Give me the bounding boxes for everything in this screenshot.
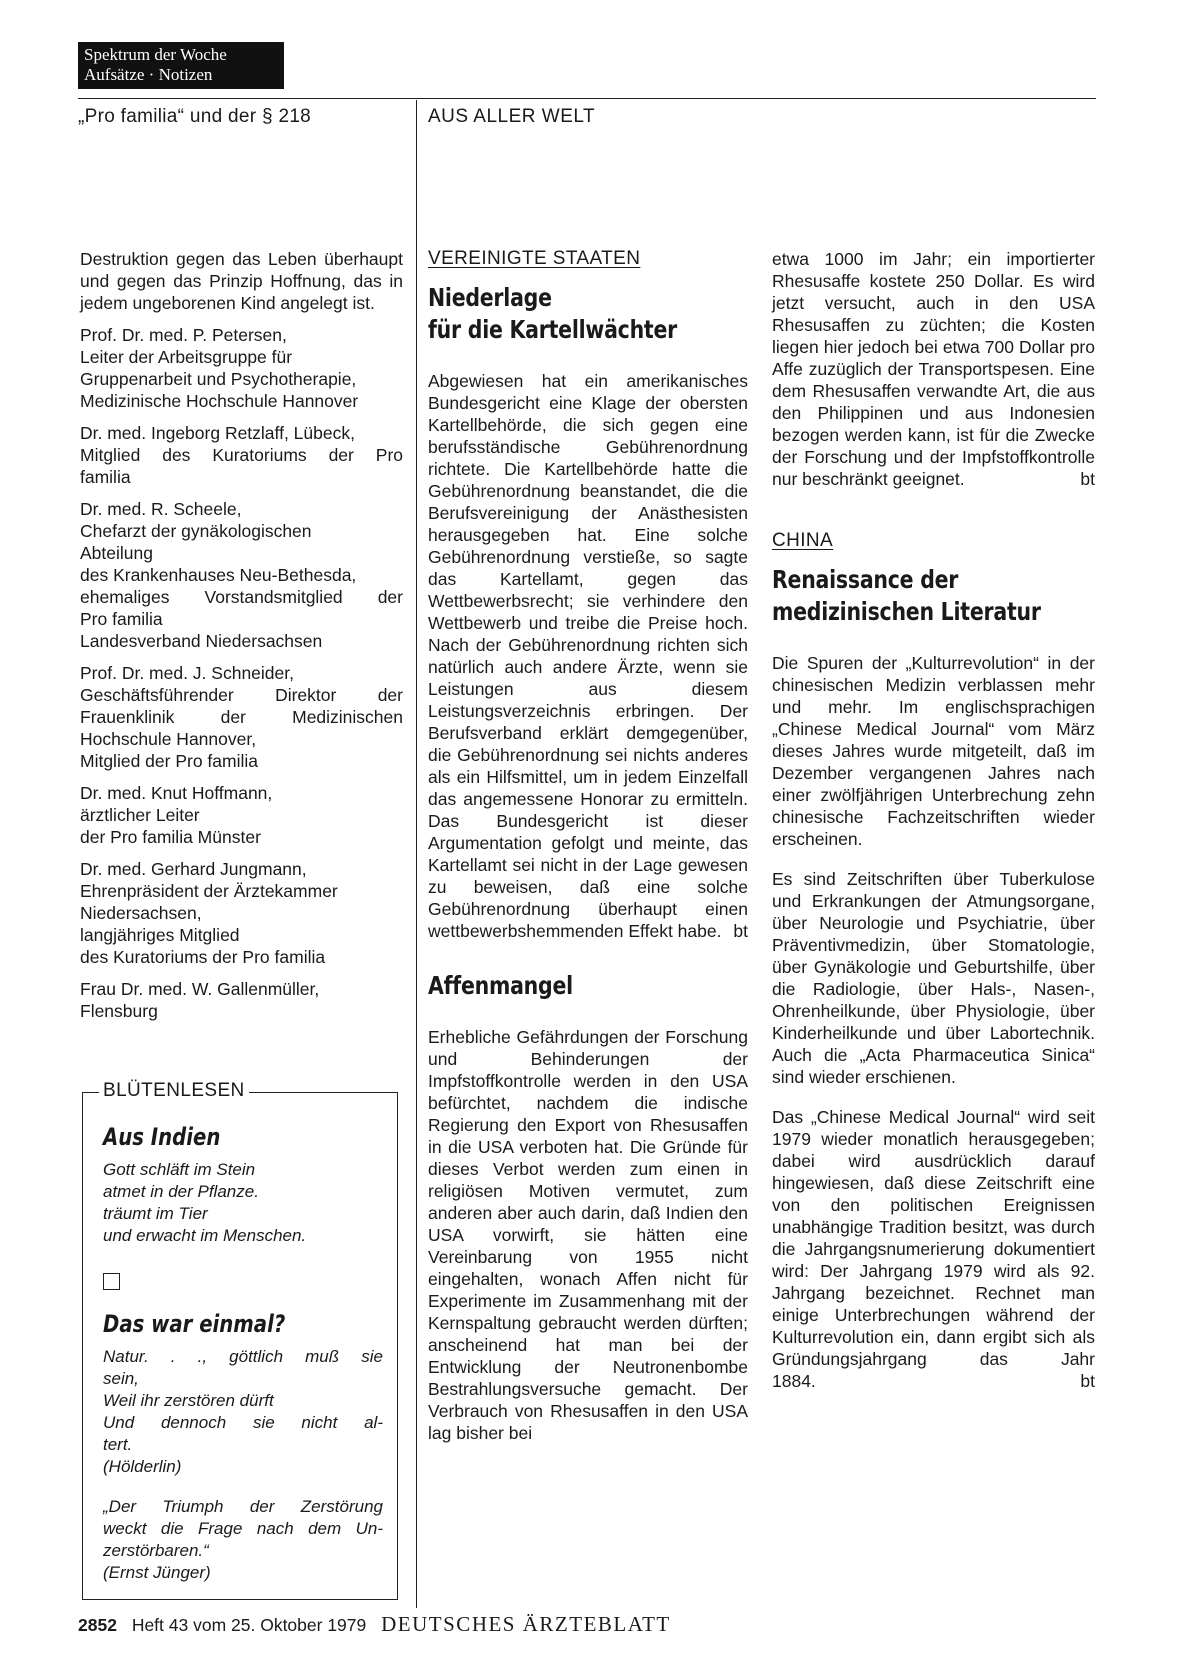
headline-line: medizinischen Literatur: [772, 597, 1041, 626]
article3-last-line: [772, 1370, 1095, 1392]
magazine-name: DEUTSCHES ÄRZTEBLATT: [381, 1612, 671, 1636]
poem-line: atmet in der Pflanze.: [103, 1182, 259, 1201]
article3-headline: [772, 564, 1041, 628]
headline-line: Niederlage: [428, 283, 552, 312]
article2-headline: Affenmangel: [428, 971, 573, 1000]
quote-author: (Ernst Jünger): [103, 1563, 211, 1582]
article3-last-line-text: 1884.: [772, 1371, 816, 1391]
poem-line: tert.: [103, 1435, 133, 1454]
page-footer: [78, 1612, 671, 1637]
signatory: [80, 498, 403, 652]
signatory-line: Frau Dr. med. W. Gallenmüller,: [80, 979, 320, 999]
poem-line: Und dennoch sie nicht al-: [103, 1413, 383, 1432]
left-column: [80, 248, 403, 1022]
signatory-line: Chefarzt der gynäkologischen: [80, 521, 312, 541]
signatory: [80, 662, 403, 772]
poem-1: [103, 1159, 383, 1247]
masthead-line2: Aufsätze · Notizen: [84, 65, 213, 84]
signatory-line: ärztlicher Leiter: [80, 805, 200, 825]
signatory-line: Mitglied der Pro familia: [80, 751, 258, 771]
signatory: [80, 422, 403, 488]
article2-continued: etwa 1000 im Jahr; ein importierter Rhesusaffe kostete 250 Dollar. Es wird jetzt versucht, auch in den USA Rhesusaffen zu züchten; die Kosten liegen hier jedoch bei etwa 700 Dollar pro Affe zuzüglich der Transportspesen. Eine dem Rhesusaffen verwandte Art, die aus den Philippinen und aus Indonesien bezogen werden kann, ist für die Zwecke der Forschung und der Impfstoffkontrolle nur beschränkt geeignet.: [772, 249, 1095, 489]
poem-2: [103, 1346, 383, 1478]
signatory-line: Dr. med. Gerhard Jungmann,: [80, 859, 307, 879]
top-rule: [78, 98, 1096, 99]
quote-line: zerstörbaren.“: [103, 1541, 209, 1560]
signatory-line: Leiter der Arbeitsgruppe für: [80, 347, 293, 367]
section-title-right: AUS ALLER WELT: [428, 106, 596, 127]
signatory-line: ehemaliges Vorstandsmitglied der: [80, 587, 403, 607]
signatory-line: langjähriges Mitglied: [80, 925, 240, 945]
box-content: [103, 1123, 383, 1584]
signatory-line: des Krankenhauses Neu-Bethesda,: [80, 565, 357, 585]
poem-line: träumt im Tier: [103, 1204, 208, 1223]
signatory: [80, 978, 403, 1022]
signatory-line: der Pro familia Münster: [80, 827, 261, 847]
signatory-line: Hochschule Hannover,: [80, 729, 257, 749]
article2-body: Erhebliche Gefährdungen der Forschung und Behinderungen der Impfstoffkontrolle werden in den USA befürchtet, nachdem die indische Regierung den Export von Rhesusaffen in die USA verboten hat. Die Gründe für dieses Verbot werden zum einen in religiösen Motiven vermutet, zum anderen aber auch darin, daß Indien den USA vorwirft, sie hätten eine Vereinbarung von 1955 nicht eingehalten, wonach Affen nicht für Experimente im Zusammenhang mit der Kernspaltung gebraucht werden dürften; anscheinend hat man bei der Entwicklung der Neutronenbombe Bestrahlungsversuche gemacht. Der Verbrauch von Rhesusaffen in den USA lag bisher bei: [428, 1027, 748, 1443]
middle-column: [428, 248, 748, 1444]
headline-line: für die Kartellwächter: [428, 315, 678, 344]
article2-signoff: bt: [1080, 469, 1095, 489]
article3-signoff: bt: [1080, 1371, 1095, 1391]
signatory-line: Ehrenpräsident der Ärztekammer: [80, 881, 338, 901]
article3-paragraph-2: Es sind Zeitschriften über Tuberkulose und Erkrankungen der Atmungsorgane, über Neurologie und Psychiatrie, über Präventivmedizin, über Stomatologie, über Gynäkologie und Geburtshilfe, über die Radiologie, über Hals-, Nasen-, Ohrenheilkunde, über Physiologie, über Kinderheilkunde und über Labortechnik. Auch die „Acta Pharmaceutica Sinica“ sind wieder erschienen.: [772, 869, 1095, 1087]
intro-paragraph: Destruktion gegen das Leben überhaupt und gegen das Prinzip Hoffnung, das in jedem ungeborenen Kind angelegt ist.: [80, 249, 403, 313]
bluetenlesen-box: [82, 1080, 398, 1600]
signatory-line: des Kuratoriums der Pro familia: [80, 947, 326, 967]
box-label: BLÜTENLESEN: [99, 1080, 249, 1102]
page-number: 2852: [78, 1615, 117, 1635]
poem-line: Gott schläft im Stein: [103, 1160, 256, 1179]
signatory-line: Niedersachsen,: [80, 903, 202, 923]
article1-body: Abgewiesen hat ein amerikanisches Bundesgericht eine Klage der obersten Kartellbehörde, die sich gegen eine berufsständische Gebührenordnung richtete. Die Kartellbehörde hatte die Gebührenordnung beanstandet, die die Berufsvereinigung der Anästhesisten herausgegeben hat. Eine solche Gebührenordnung verstieße, so sagte das Kartellamt, gegen das Wettbewerbsrecht; sie verhindere den Wettbewerb und treibe die Preise hoch. Nach der Gebührenordnung richten sich natürlich auch andere Ärzte, wenn sie Leistungen aus diesem Leistungsverzeichnis erbringen. Der Berufsverband erklärt demgegenüber, die Gebührenordnung sei nichts anderes als ein Hilfsmittel, um in jedem Einzelfall das angemessene Honorar zu ermitteln. Das Bundesgericht ist dieser Argumentation gefolgt und meinte, das Kartellamt sei nicht in der Lage gewesen zu beweisen, daß eine solche Gebührenordnung überhaupt einen wettbewerbshemmenden Effekt habe.: [428, 371, 748, 941]
signatory-line: familia: [80, 467, 131, 487]
signatory-line: Frauenklinik der Medizinischen: [80, 707, 403, 727]
poem-line: Natur. . ., göttlich muß sie: [103, 1347, 383, 1366]
poem-author: (Hölderlin): [103, 1457, 182, 1476]
signatory-line: Dr. med. Ingeborg Retzlaff, Lübeck,: [80, 423, 355, 443]
column-divider: [416, 100, 417, 1608]
signatory: [80, 858, 403, 968]
quote: [103, 1496, 383, 1584]
poem-line: und erwacht im Menschen.: [103, 1226, 307, 1245]
signatory-line: Medizinische Hochschule Hannover: [80, 391, 359, 411]
separator-square: [103, 1273, 120, 1290]
poem-line: Weil ihr zerstören dürft: [103, 1391, 274, 1410]
box-heading-1: Aus Indien: [103, 1123, 221, 1151]
article3-paragraph-1: Die Spuren der „Kulturrevolution“ in der chinesischen Medizin verblassen mehr und mehr. Im englischsprachigen „Chinese Medical Journal“ vom März dieses Jahres wurde mitgeteilt, daß im Dezember vergangenen Jahres nach einer zwölfjährigen Unterbrechung zehn chinesische Fachzeitschriften wieder erscheinen.: [772, 653, 1095, 849]
signatory-line: Gruppenarbeit und Psychotherapie,: [80, 369, 357, 389]
signatory: [80, 324, 403, 412]
signatory-line: Landesverband Niedersachsen: [80, 631, 323, 651]
quote-last-line: [103, 1540, 383, 1584]
signatory: [80, 782, 403, 848]
article1-signoff: bt: [733, 921, 748, 941]
article1-kicker: VEREINIGTE STAATEN: [428, 248, 641, 269]
poem-2-last-line: [103, 1434, 383, 1478]
signatory-line: Pro familia: [80, 609, 163, 629]
section-title-left: „Pro familia“ und der § 218: [78, 106, 312, 127]
quote-line: „Der Triumph der Zerstörung: [103, 1497, 383, 1516]
article3-paragraph-3: Das „Chinese Medical Journal“ wird seit 1979 wieder monatlich herausgegeben; dabei wird ausdrücklich darauf hingewiesen, daß diese Zeitschrift eine von den politischen Ereignissen unabhängige Tradition besitzt, was durch die Jahrgangsnumerierung dokumentiert wird: Der Jahrgang 1979 wird als 92. Jahrgang bezeichnet. Rechnet man einige Unterbrechungen während der Kulturrevolution ein, dann ergibt sich als Gründungsjahrgang das Jahr: [772, 1107, 1095, 1369]
signatory-line: Geschäftsführender Direktor der: [80, 685, 403, 705]
signatory-line: Flensburg: [80, 1001, 158, 1021]
article3-kicker: CHINA: [772, 530, 834, 551]
quote-line: weckt die Frage nach dem Un-: [103, 1519, 383, 1538]
article1-headline: [428, 282, 690, 346]
signatory-line: Dr. med. R. Scheele,: [80, 499, 242, 519]
signatory-line: Abteilung: [80, 543, 153, 563]
issue-info: Heft 43 vom 25. Oktober 1979: [131, 1615, 367, 1635]
masthead-line1: Spektrum der Woche: [84, 45, 227, 64]
signatory-line: Mitglied des Kuratoriums der Pro: [80, 445, 403, 465]
box-heading-2: Das war einmal?: [103, 1310, 286, 1338]
signatory-line: Prof. Dr. med. P. Petersen,: [80, 325, 287, 345]
signatory-line: Dr. med. Knut Hoffmann,: [80, 783, 273, 803]
signatory-line: Prof. Dr. med. J. Schneider,: [80, 663, 294, 683]
poem-line: sein,: [103, 1369, 139, 1388]
headline-line: Renaissance der: [772, 565, 959, 594]
right-column: [772, 248, 1095, 1392]
masthead: [78, 42, 284, 89]
